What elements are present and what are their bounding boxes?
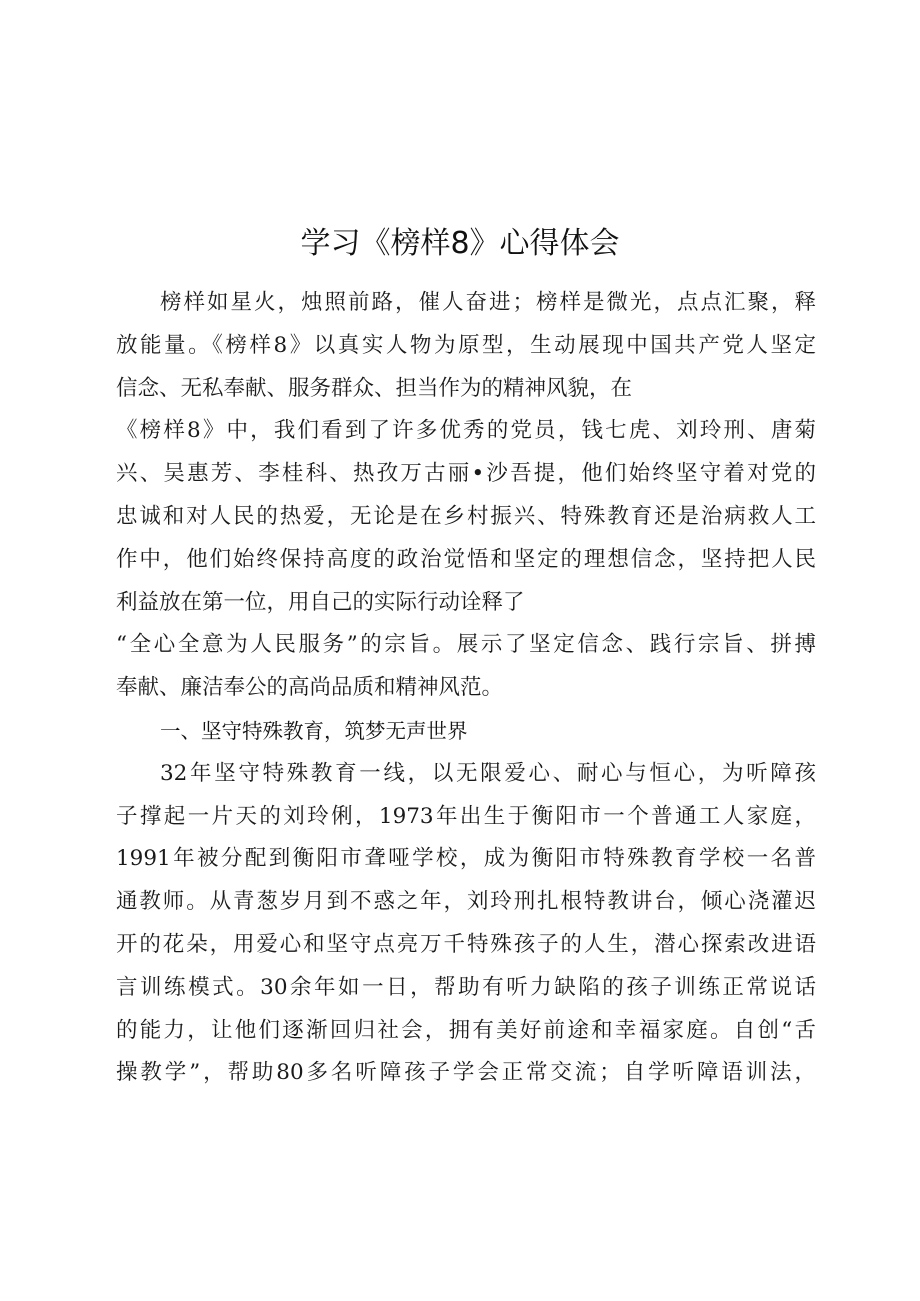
text-line: 兴、吴惠芳、李桂科、热孜万古丽•沙吾提，他们始终坚守着对党的 [116, 461, 816, 487]
text-line: 1991年被分配到衡阳市聋哑学校，成为衡阳市特殊教育学校一名普 [116, 846, 816, 872]
text-line: 的能力，让他们逐渐回归社会，拥有美好前途和幸福家庭。自创“舌 [116, 1017, 816, 1043]
text-line: 信念、无私奉献、服务群众、担当作为的精神风貌，在 [116, 375, 633, 401]
section-heading: 一、坚守特殊教育，筑梦无声世界 [160, 718, 468, 743]
text-line: 通教师。从青葱岁月到不惑之年，刘玲刑扎根特教讲台，倾心浇灌迟 [116, 889, 816, 915]
text-line: 榜样如星火，烛照前路，催人奋进；榜样是微光，点点汇聚，释 [160, 290, 816, 315]
text-line: 开的花朵，用爱心和坚守点亮万千特殊孩子的人生，潜心探索改进语 [116, 931, 816, 957]
text-line: 作中，他们始终保持高度的政治觉悟和坚定的理想信念，坚持把人民 [116, 546, 816, 572]
text-line: “全心全意为人民服务”的宗旨。展示了坚定信念、践行宗旨、拼搏 [116, 632, 816, 658]
intro-paragraph [116, 282, 816, 710]
text-line: 放能量。《榜样8》以真实人物为原型，生动展现中国共产党人坚定 [116, 332, 816, 358]
text-line: 利益放在第一位，用自己的实际行动诠释了 [116, 589, 525, 615]
document-title: 学习《榜样8》心得体会 [300, 226, 620, 261]
text-line: 言训练模式。30余年如一日，帮助有听力缺陷的孩子训练正常说话 [116, 974, 816, 1000]
text-line: 子撑起一片天的刘玲俐，1973年出生于衡阳市一个普通工人家庭， [116, 803, 816, 829]
section-paragraph [116, 753, 816, 1095]
text-line: 忠诚和对人民的热爱，无论是在乡村振兴、特殊教育还是治病救人工 [116, 503, 816, 529]
text-line: 奉献、廉洁奉公的高尚品质和精神风范。 [116, 675, 504, 701]
text-line: 《榜样8》中，我们看到了许多优秀的党员，钱七虎、刘玲刑、唐菊 [116, 418, 816, 444]
document-body [116, 282, 816, 1095]
text-line: 32年坚守特殊教育一线，以无限爱心、耐心与恒心，为听障孩 [160, 760, 816, 786]
text-line: 操教学”，帮助80多名听障孩子学会正常交流；自学听障语训法， [116, 1060, 816, 1086]
